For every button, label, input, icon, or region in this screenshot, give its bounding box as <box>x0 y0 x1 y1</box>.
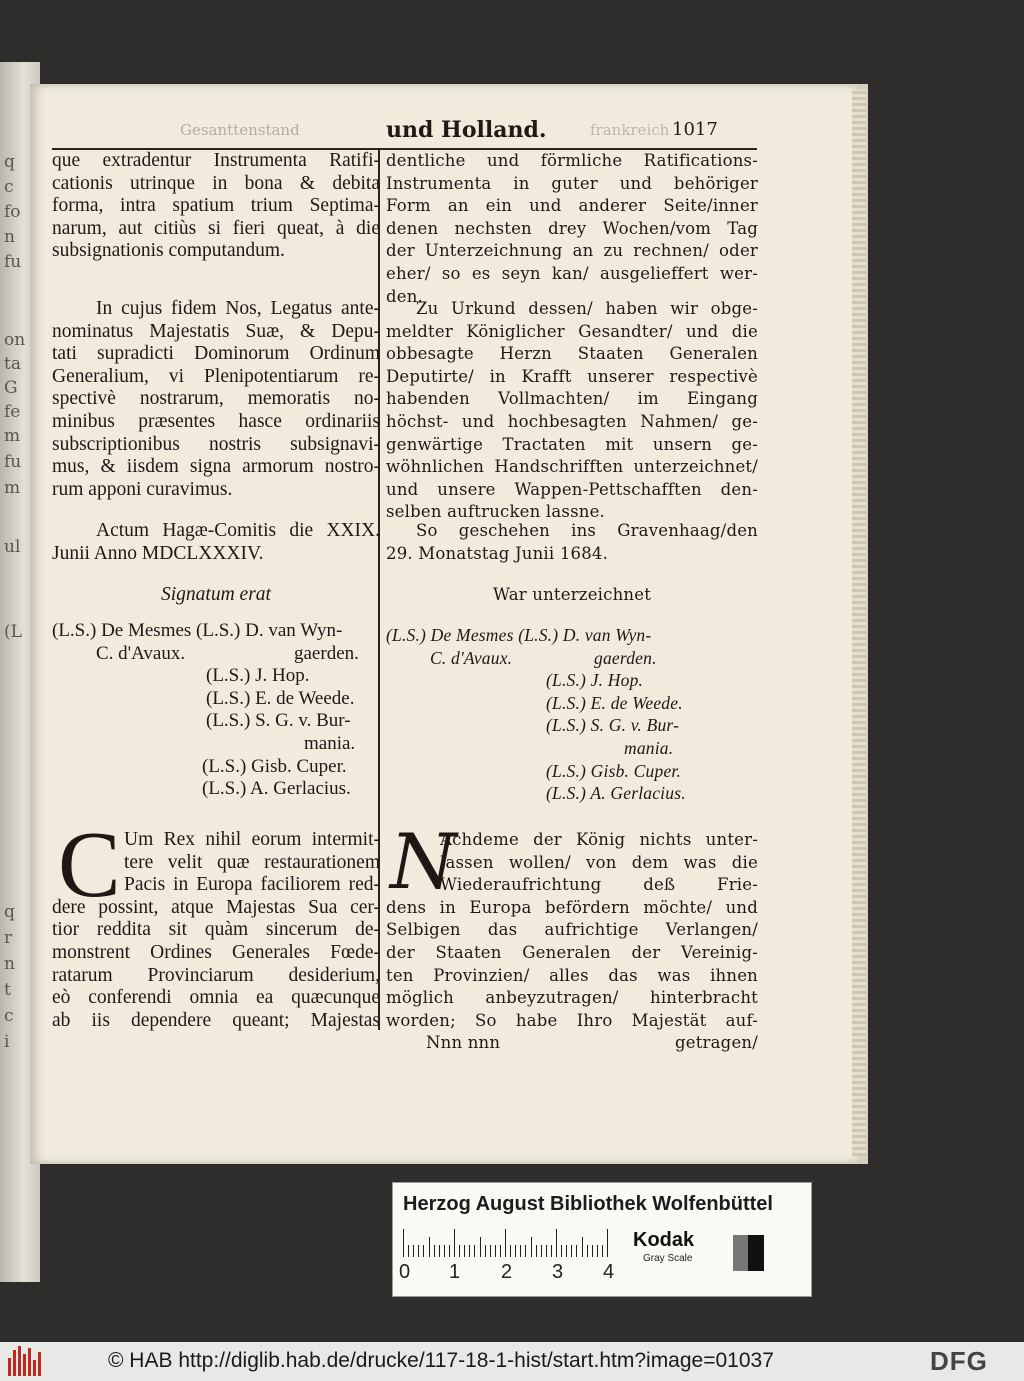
ruler-tick <box>429 1237 430 1257</box>
ruler-tick <box>602 1245 603 1257</box>
ruler-tick <box>434 1245 435 1257</box>
signature-line: C. d'Avaux. <box>430 647 513 668</box>
page-number: 1017 <box>672 119 718 140</box>
text-line: subsignationis computandum. <box>52 240 285 262</box>
running-title: und Holland. <box>386 117 547 143</box>
text-line: Zu Urkund dessen/ haben wir obge- <box>416 299 758 318</box>
ruler-tick <box>551 1245 552 1257</box>
ruler-tick <box>515 1245 516 1257</box>
ruler-tick <box>459 1245 460 1257</box>
text-line: Form an ein und anderer Seite/inner <box>386 196 758 216</box>
signature-line: gaerden. <box>594 647 657 668</box>
ruler-tick <box>607 1229 608 1257</box>
text-line: Pacis in Europa faciliorem red- <box>124 874 380 896</box>
logo-bar <box>33 1360 36 1376</box>
text-line: ratarum Provinciarum desiderium, <box>52 964 380 986</box>
german-signatures <box>386 624 758 803</box>
dfg-logo: DFG <box>930 1346 988 1376</box>
ruler-tick <box>505 1229 506 1257</box>
text-line: eò conferendi omnia ea quæcunque <box>52 987 380 1009</box>
text-line: meldter Königlicher Gesandter/ und die <box>386 321 758 341</box>
text-line: minibus præsentes hasce ordinariis <box>52 410 380 432</box>
text-line: spectivè nostrarum, memoratis no- <box>52 388 380 410</box>
drop-cap-c: C <box>58 813 121 917</box>
signature-line: C. d'Avaux. <box>96 642 186 664</box>
kodak-logo: Kodak <box>633 1229 695 1251</box>
signature-line: (L.S.) A. Gerlacius. <box>202 778 351 799</box>
ruler-tick <box>454 1229 455 1257</box>
text-line: Generalium, vi Plenipotentiarum re- <box>52 365 380 387</box>
library-name: Herzog August Bibliothek Wolfenbüttel <box>403 1193 773 1215</box>
color-target-card <box>392 1182 812 1297</box>
german-paragraph-4 <box>386 829 758 1055</box>
page-header <box>30 117 860 147</box>
text-line: selben auftrucken lassne. <box>386 502 605 522</box>
ruler-tick <box>587 1245 588 1257</box>
ruler-tick <box>474 1245 475 1257</box>
ruler-tick <box>510 1245 511 1257</box>
signature-line: (L.S.) S. G. v. Bur- <box>546 715 680 735</box>
logo-bar <box>8 1358 11 1376</box>
text-line: wöhnlichen Handschrifften unterzeichnet/ <box>386 457 758 477</box>
signature-line: (L.S.) De Mesmes (L.S.) D. van Wyn- <box>386 625 652 645</box>
text-line: worden; So habe Ihro Majestät auf- <box>386 1010 758 1030</box>
logo-bar <box>38 1352 41 1376</box>
text-line: der Staaten Generalen der Vereinig- <box>386 942 758 962</box>
ruler-tick <box>449 1245 450 1257</box>
text-line: Junii Anno MDCLXXXIV. <box>52 542 264 564</box>
ruler-tick <box>485 1245 486 1257</box>
ruler-tick <box>423 1245 424 1257</box>
facing-page-edge: q c fo n fu on ta G fe m fu m ul (L q r n t c i <box>0 62 40 1282</box>
credit-url[interactable]: © HAB http://diglib.hab.de/drucke/117-18-1-hist/start.htm?image=01037 <box>108 1349 774 1372</box>
signature-line: (L.S.) De Mesmes (L.S.) D. van Wyn- <box>52 620 343 641</box>
gray-patch <box>733 1235 748 1271</box>
text-line: Selbigen das aufrichtige Verlangen/ <box>386 920 758 940</box>
text-line: ab iis dependere queant; Majestas <box>52 1009 380 1031</box>
ruler-tick <box>490 1245 491 1257</box>
ruler-tick <box>536 1245 537 1257</box>
ruler-tick <box>525 1245 526 1257</box>
text-line: 29. Monatstag Junii 1684. <box>386 543 609 563</box>
ruler-tick <box>469 1245 470 1257</box>
ruler-tick <box>520 1245 521 1257</box>
text-line: dere possint, atque Majestas Sua cer- <box>52 896 380 918</box>
text-line: tior reddita sit quàm sincerum de- <box>52 919 380 941</box>
ruler-scale <box>403 1229 617 1257</box>
text-line: lassen wollen/ von dem was die <box>440 852 758 872</box>
text-line: subscriptionibus nostris subsignavi- <box>52 433 380 455</box>
ruler-tick <box>566 1245 567 1257</box>
text-line: Wiederaufrichtung deß Frie- <box>440 875 758 895</box>
ruler-tick <box>413 1245 414 1257</box>
gray-scale-label: Gray Scale <box>643 1253 693 1264</box>
text-line: denen nechsten drey Wochen/vom Tag <box>386 218 758 238</box>
text-line: tere velit quæ restaurationem <box>124 851 380 873</box>
text-line: Instrumenta in guter und behöriger <box>386 173 758 193</box>
ruler-tick <box>556 1229 557 1257</box>
signature-line: gaerden. <box>294 642 359 664</box>
logo-bar <box>18 1346 21 1376</box>
ruler-tick <box>444 1245 445 1257</box>
signature-line: (L.S.) E. de Weede. <box>546 693 683 713</box>
text-line: Um Rex nihil eorum intermit- <box>124 829 380 850</box>
text-line: que extradentur Instrumenta Ratifi- <box>52 150 380 171</box>
text-line: Actum Hagæ-Comitis die XXIX. <box>96 520 380 541</box>
page-content <box>30 0 860 1160</box>
text-line: tati supradicti Dominorum Ordinum <box>52 343 380 365</box>
signature-mark: Nnn nnn <box>426 1033 501 1053</box>
ruler-tick <box>500 1245 501 1257</box>
signature-line: (L.S.) J. Hop. <box>206 665 310 686</box>
footer-line <box>386 1032 758 1055</box>
ruler-number: 3 <box>552 1261 564 1283</box>
german-column <box>386 150 758 1053</box>
ruler-tick <box>480 1237 481 1257</box>
text-line: den. <box>386 286 423 306</box>
ruler-tick <box>561 1245 562 1257</box>
ruler-tick <box>592 1245 593 1257</box>
footer-bar <box>0 1342 1024 1381</box>
text-line: obbesagte Herzn Staaten Generalen <box>386 344 758 364</box>
text-line: So geschehen ins Gravenhaag/den <box>416 521 758 540</box>
ruler-tick <box>495 1245 496 1257</box>
text-line: cationis utrinque in bona & debita <box>52 172 380 194</box>
ruler-tick <box>464 1245 465 1257</box>
signature-line: (L.S.) S. G. v. Bur- <box>206 710 351 731</box>
ruler-tick <box>418 1245 419 1257</box>
catchword: getragen/ <box>675 1033 758 1053</box>
text-line: möglich anbeyzutragen/ hinterbracht <box>386 988 758 1008</box>
latin-column <box>52 150 380 1050</box>
signature-line: (L.S.) Gisb. Cuper. <box>202 756 347 777</box>
signature-line: (L.S.) J. Hop. <box>546 670 644 690</box>
hab-logo-icon <box>8 1346 42 1376</box>
bleedthrough-text: Gesanttenstand <box>180 121 300 139</box>
latin-paragraph-4 <box>52 829 380 1032</box>
ruler-number: 0 <box>399 1261 411 1283</box>
logo-bar <box>13 1350 16 1376</box>
latin-paragraph-3 <box>52 520 380 565</box>
black-patch <box>748 1235 764 1271</box>
signature-line: (L.S.) Gisb. Cuper. <box>546 761 682 781</box>
signature-line: mania. <box>304 733 356 754</box>
unterzeichnet-heading: War unterzeichnet <box>492 585 652 604</box>
text-line: nominatus Majestatis Suæ, & Depu- <box>52 320 380 342</box>
ruler-tick <box>597 1245 598 1257</box>
german-paragraph-1 <box>386 150 758 308</box>
text-line: habenden Vollmachten/ im Eingang <box>386 389 758 409</box>
ruler-number: 4 <box>603 1261 615 1283</box>
text-line: Achdeme der König nichts unter- <box>440 830 758 849</box>
signature-line: (L.S.) E. de Weede. <box>206 688 355 709</box>
ruler-number: 1 <box>449 1261 461 1283</box>
latin-signatures <box>52 620 380 799</box>
ruler-tick <box>571 1245 572 1257</box>
text-line: In cujus fidem Nos, Legatus ante- <box>96 298 380 319</box>
text-line: genwärtige Tractaten mit unsern ge- <box>386 434 758 454</box>
signatum-heading: Signatum erat <box>161 584 271 605</box>
text-line: dentliche und förmliche Ratifications- <box>386 151 758 170</box>
text-line: Deputirte/ in Krafft unserer respectivè <box>386 366 758 386</box>
logo-bar <box>28 1348 31 1376</box>
text-line: eher/ so es seyn kan/ ausgelieffert wer- <box>386 263 758 283</box>
text-line: der Unterzeichnung an zu rechnen/ oder <box>386 241 758 261</box>
signature-line: (L.S.) A. Gerlacius. <box>546 783 686 803</box>
ruler-tick <box>408 1245 409 1257</box>
ruler-tick <box>439 1245 440 1257</box>
german-paragraph-3 <box>386 520 758 565</box>
german-paragraph-2 <box>386 298 758 524</box>
text-line: mus, & iisdem signa armorum nostro- <box>52 456 380 478</box>
latin-paragraph-1 <box>52 150 380 263</box>
text-line: forma, intra spatium trium Septima- <box>52 195 380 217</box>
text-line: ten Provinzien/ alles das was ihnen <box>386 965 758 985</box>
text-line: monstrent Ordines Generales Fœde- <box>52 941 380 963</box>
text-line: narum, aut citiùs si fieri queat, à die <box>52 217 380 239</box>
ruler-tick <box>576 1245 577 1257</box>
ruler-tick <box>531 1237 532 1257</box>
text-line: dens in Europa befördern möchte/ und <box>386 897 758 917</box>
drop-cap-n: N <box>390 817 457 906</box>
ruler-tick <box>546 1245 547 1257</box>
text-line: und unsere Wappen-Pettschafften den- <box>386 479 758 499</box>
text-line: höchst- und hochbesagten Nahmen/ ge- <box>386 411 758 431</box>
text-line: rum apponi curavimus. <box>52 478 233 500</box>
ruler-number: 2 <box>501 1261 513 1283</box>
bleedthrough-text-2: frankreich <box>590 121 670 139</box>
logo-bar <box>23 1354 26 1376</box>
latin-paragraph-2 <box>52 298 380 501</box>
signature-line: mania. <box>624 738 674 758</box>
ruler-tick <box>541 1245 542 1257</box>
ruler-tick <box>403 1229 404 1257</box>
ruler-tick <box>582 1237 583 1257</box>
